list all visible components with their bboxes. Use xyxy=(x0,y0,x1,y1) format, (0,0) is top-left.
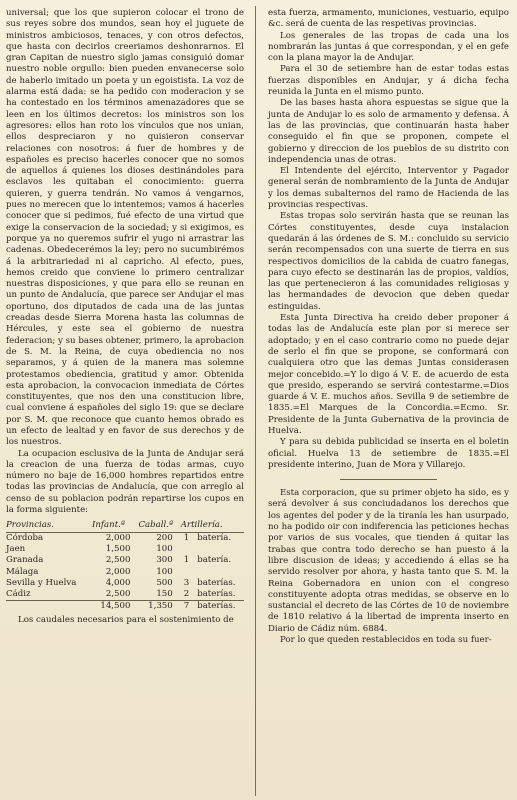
provinces-table xyxy=(6,520,244,612)
total-label xyxy=(6,601,92,613)
right-paragraph-7: Esta Junta Directiva ha creido deber proponer á todas las de Andalucía este plan por si merece ser adoptado; y en el caso contrario como no puede dejar de serlo el fin que se propone, se conformará con cualquiera otro que las demas Juntas considerasen mejor concebido.=Y lo digo á V. E. de acuerdo de esta que presido, esperando se servirá contestarme.=Dios guarde á V. E. muchos años. Sevilla 9 de setiembre de 1835.=El Marques de la Concordia.=Ecmo. Sr. Presidente de la Junta Gubernativa de la provincia de Huelva. xyxy=(268,313,509,436)
cavalry-value: 100 xyxy=(156,543,173,554)
table-row xyxy=(6,532,244,544)
cavalry-value: 300 xyxy=(156,555,173,566)
table-total-row xyxy=(6,601,244,613)
table-row xyxy=(6,544,244,555)
cavalry-value: 150 xyxy=(156,589,173,600)
header-artilleria: Artillería. xyxy=(181,520,244,532)
total-infantry: 14,500 xyxy=(92,601,139,613)
left-column xyxy=(6,8,244,626)
infantry-value: 1,500 xyxy=(105,543,131,554)
artillery-unit: batería. xyxy=(197,532,232,543)
left-paragraph-2: La ocupacion esclusiva de la Junta de Andujar será la creacion de una fuerza de todas armas, cuyo número no baje de 16,000 hombres repartidos entre todas las provincias de Andalucía, que con arreglo al censo de su poblacion podrán repartirse los cupos en la forma siguiente: xyxy=(6,448,244,516)
left-paragraph-1: universal; que los que supieron colocar el trono de sus reyes sobre dos mundos, sean hoy el juguete de ministros ambiciosos, tenaces, y con otros defectos, que hasta con decirlos creeriamos deshonrarnos. El gran Capitan de nuestro siglo jamas consiguió domar nuestro noble orgullo: bien pueden envanecerse solo de haberlo imitado un poeta y un egoistista. La voz de alarma está dada: se ha pedido con moderacion y se ha contestado en los términos amenazadores que se leen en los últimos decretos: los ministros son los agresores: ellos han roto los vínculos que nos unian, ellos despreciaron y no quisieron conservar relaciones con nosotros: á fuer de hombres y de españoles es preciso hacerles conocer que no somos de aquellos á quienes los dioses destinándoles para esclavos les quitaban el conocimiento: guerra quieren, y guerra tendrán. No vamos á vengarnos, pues no merecen que lo intentemos; vamos á hacerles conocer que si pedimos, fué efecto de una virtud que exige la conservacion de la sociedad; y si exigimos, es porque ya no queremos sufrir el yugo ni arrastrar las cadenas. Obedecerémos la ley; pero no sucumbirémos á la arbitrariedad ni al capricho. Al efecto, pues, hemos creido que conviene lo primero centralizar nuestras disposiciones, y que para ello se reunan en un punto de Andalucía, que parece ser Andujar el mas oportuno, dos diputados de cada una de las juntas creadas desde Sierra Morena hasta las columnas de Hércules, y este sea el gobierno de nuestra federacion; y su bases obtener, primero, la aprobacion de S. M. la Reina, de cuya obediencia no nos separamos, y á quien de la manera mas solemne protestamos obediencia, gratitud y amor. Obtenida esta aprobacion, la convocacion inmediata de Córtes constituyentes, que nos den una constitucion libre, cual conviene á españoles del siglo 19: que se declare por S. M. que reconoce que cuanto hemos obrado es un efecto de lealtad y en favor de sus derechos y de los nuestros. xyxy=(6,8,244,448)
section-rule xyxy=(340,479,436,480)
right-paragraph-9: Esta corporacion, que su primer objeto ha sido, es y será devolver á sus conciudadanos los derechos que los agentes del poder y de la tiranía les han usurpado, no ha podido oir con indiferencia las peticiones hechas por varios de sus vocales, que tienden á quitar las trabas que contra todo derecho se han puesto á la libre discusion de ideas; y accediendo á ellas se ha servido resolver por ahora, y hasta tanto que S. M. la Reina Gobernadora en union con el congreso constituyente adopta otras medidas, se observe en lo sustancial el decreto de las Córtes de 10 de noviembre de 1810 relativo á la libertad de imprenta inserto en Diario de Cádiz núm. 6884. xyxy=(268,488,509,634)
table-row xyxy=(6,578,244,589)
artillery-count xyxy=(181,567,197,578)
right-paragraph-5: El Intendente del ejército, Interventor y Pagador general serán de nombramiento de la Junta de Andujar y los demas subalternos del ramo de Hacienda de las provincias respectivas. xyxy=(268,166,509,211)
infantry-value: 2,000 xyxy=(105,532,131,543)
right-paragraph-3: Para el 30 de setiembre han de estar todas estas fuerzas disponibles en Andujar, y á dicha fecha reunida la Junta en el mismo punto. xyxy=(268,64,509,98)
cavalry-value: 500 xyxy=(156,577,173,588)
artillery-count: 1 xyxy=(183,532,190,543)
right-paragraph-2: Los generales de las tropas de cada una los nombrarán las juntas á que correspondan, y el en gefe con la plana mayor la de Andujar. xyxy=(268,30,509,64)
province-name: Jaen xyxy=(6,543,26,554)
artillery-unit xyxy=(197,544,244,555)
right-paragraph-4: De las bases hasta ahora espuestas se sigue que la junta de Andujar lo es solo de armamento y defensa. Á las de las provincias, que continuarán hasta haber conseguido el fin que se proponen, compete el gobierno y direccion de los pueblos de su distrito con independencia unas de otras. xyxy=(268,98,509,165)
column-divider xyxy=(255,6,256,796)
province-name: Málaga xyxy=(6,566,39,577)
table-row xyxy=(6,567,244,578)
province-name: Cádiz xyxy=(6,589,31,600)
province-name: Granada xyxy=(6,555,44,566)
table-row xyxy=(6,555,244,566)
artillery-unit xyxy=(197,567,244,578)
header-caballeria: Caball.ª xyxy=(138,520,180,532)
infantry-value: 2,500 xyxy=(105,555,131,566)
artillery-count: 3 xyxy=(183,577,190,588)
right-column xyxy=(268,8,509,646)
right-paragraph-1: esta fuerza, armamento, municiones, vestuario, equipo &c. será de cuenta de las respetivas provincias. xyxy=(268,8,509,30)
artillery-unit: baterías. xyxy=(197,589,236,600)
table-row xyxy=(6,589,244,601)
province-name: Córdoba xyxy=(6,532,44,543)
artillery-unit: baterías. xyxy=(197,577,236,588)
artillery-count: 2 xyxy=(183,589,190,600)
left-closing-line: Los caudales necesarios para el sostenimiento de xyxy=(18,614,234,625)
right-paragraph-8: Y para su debida publicidad se inserta en el boletin oficial. Huelva 13 de setiembre de 1835.=El presidente interino, Juan de Mora y Villarejo. xyxy=(268,437,509,470)
province-name: Sevilla y Huelva xyxy=(6,577,77,588)
artillery-unit: batería. xyxy=(197,555,232,566)
right-paragraph-10: Por lo que queden restablecidos en toda su fuer- xyxy=(280,635,492,646)
infantry-value: 2,500 xyxy=(105,589,131,600)
infantry-value: 4,000 xyxy=(105,577,131,588)
infantry-value: 2,000 xyxy=(105,566,131,577)
total-cavalry: 1,350 xyxy=(138,601,180,613)
artillery-count: 1 xyxy=(183,555,190,566)
right-paragraph-6: Estas tropas solo servirán hasta que se reunan las Córtes constituyentes, desde cuya instalacion quedarán á las órdenes de S. M.: concluido su servicio serán recompensados con una suerte de tierra en sus respectivos domicilios de la cabida de cuatro fanegas, para cuyo efecto se destinarán las de propios, valdíos, las que pertenecieron á las comunidades religiosas y las hermandades de devocion que deben quedar estinguidas. xyxy=(268,211,509,312)
cavalry-value: 200 xyxy=(156,532,173,543)
table-header-row xyxy=(6,520,244,532)
cavalry-value: 100 xyxy=(156,566,173,577)
total-artillery-unit: baterías. xyxy=(197,601,244,613)
artillery-count xyxy=(181,544,197,555)
header-infanteria: Infant.ª xyxy=(92,520,139,532)
header-provincias: Provincias. xyxy=(6,520,92,532)
total-artillery-count: 7 xyxy=(181,601,197,613)
